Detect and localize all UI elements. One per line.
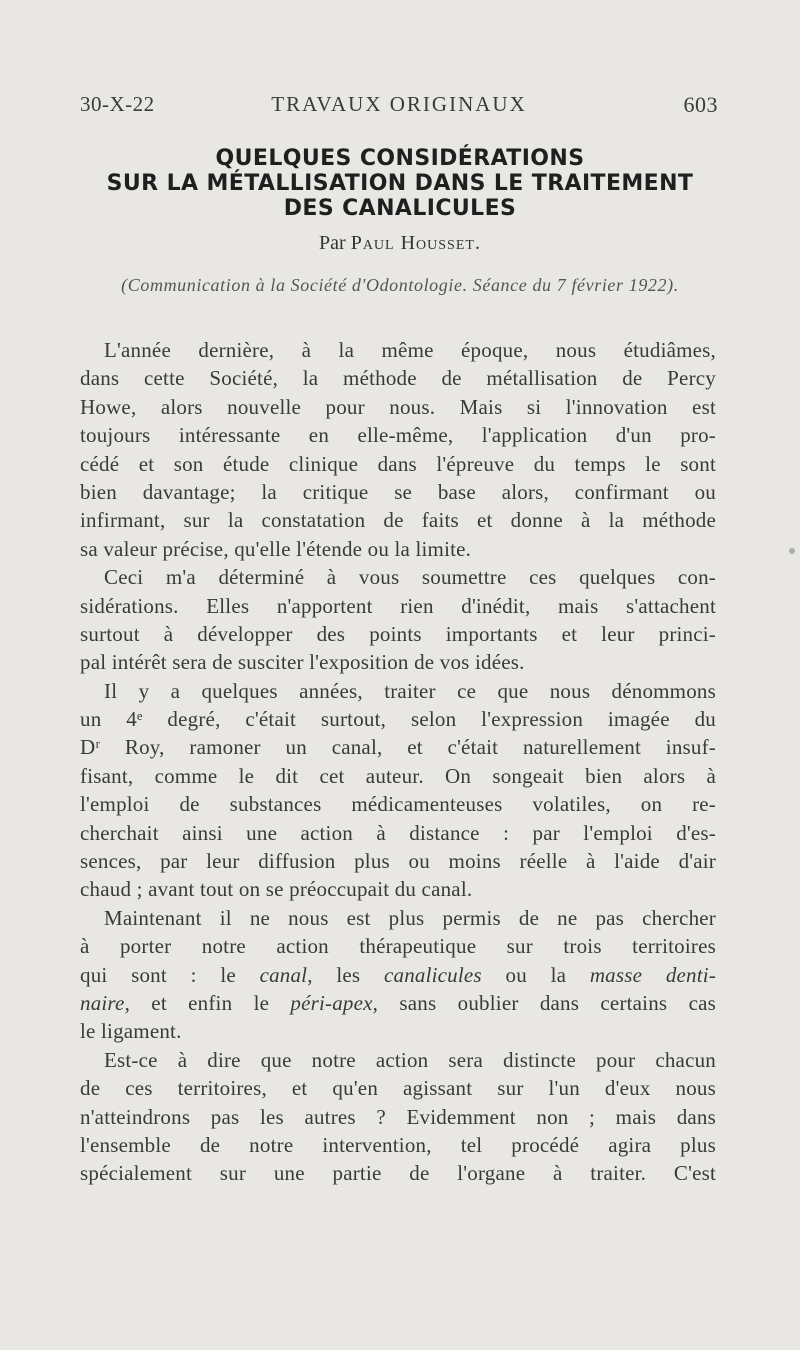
body-line: cédé et son étude clinique dans l'épreuve du temps le sont xyxy=(80,451,716,476)
body-line: Maintenant il ne nous est plus permis de ne pas chercher xyxy=(104,905,716,930)
body-line: sences, par leur diffusion plus ou moins réelle à l'aide d'air xyxy=(80,849,716,874)
body-line: fisant, comme le dit cet auteur. On songeait bien alors à xyxy=(80,763,716,788)
body-line: l'emploi de substances médicamenteuses volatiles, on re- xyxy=(80,792,716,817)
body-line: dans cette Société, la méthode de métallisation de Percy xyxy=(80,366,716,391)
body-line: Dʳ Roy, ramoner un canal, et c'était naturellement insuf- xyxy=(80,735,716,760)
author-name: Paul Housset. xyxy=(350,232,481,254)
article-title xyxy=(60,146,740,221)
body-line: pal intérêt sera de susciter l'exposition de vos idées. xyxy=(80,650,525,675)
header-section-title: TRAVAUX ORIGINAUX xyxy=(271,92,527,116)
body-line: n'atteindrons pas les autres ? Evidemment non ; mais dans xyxy=(80,1104,716,1129)
body-line: de ces territoires, et qu'en agissant sur l'un d'eux nous xyxy=(80,1076,716,1101)
running-head xyxy=(80,92,718,122)
body-line: un 4ᵉ degré, c'était surtout, selon l'expression imagée du xyxy=(80,707,716,732)
body-line: chaud ; avant tout on se préoccupait du canal. xyxy=(80,877,473,902)
body-line: sa valeur précise, qu'elle l'étende ou la limite. xyxy=(80,536,472,561)
byline xyxy=(0,232,800,255)
page-number: 603 xyxy=(683,92,718,117)
body-line: Howe, alors nouvelle pour nous. Mais si l'innovation est xyxy=(80,394,716,419)
body-line: Il y a quelques années, traiter ce que nous dénommons xyxy=(104,678,716,703)
body-line: naire, et enfin le péri-apex, sans oublier dans certains cas xyxy=(80,990,716,1015)
header-date: 30-X-22 xyxy=(80,92,155,116)
margin-mark xyxy=(789,548,795,554)
body-line: l'ensemble de notre intervention, tel procédé agira plus xyxy=(80,1132,716,1157)
title-line-3: DES CANALICULES xyxy=(283,196,517,221)
body-line: à porter notre action thérapeutique sur trois territoires xyxy=(80,934,716,959)
title-line-1: QUELQUES CONSIDÉRATIONS xyxy=(215,146,585,171)
title-line-2: SUR LA MÉTALLISATION DANS LE TRAITEMENT xyxy=(106,171,694,196)
body-line: spécialement sur une partie de l'organe à traiter. C'est xyxy=(80,1161,716,1186)
body-line: qui sont : le canal, les canalicules ou la masse denti- xyxy=(80,962,717,987)
article-body xyxy=(80,336,716,1188)
body-line: bien davantage; la critique se base alors, confirmant ou xyxy=(80,479,716,504)
body-line: L'année dernière, à la même époque, nous étudiâmes, xyxy=(104,338,716,362)
body-line: infirmant, sur la constatation de faits et donne à la méthode xyxy=(80,508,716,533)
body-line: cherchait ainsi une action à distance : par l'emploi d'es- xyxy=(80,820,716,845)
communication-note: (Communication à la Société d'Odontologie. Séance du 7 février 1922). xyxy=(121,275,679,295)
byline-prefix: Par xyxy=(319,232,346,254)
body-line: toujours intéressante en elle-même, l'application d'un pro- xyxy=(80,423,716,448)
body-line: Est-ce à dire que notre action sera distincte pour chacun xyxy=(104,1047,716,1072)
body-line: surtout à développer des points importants et leur princi- xyxy=(80,621,716,646)
body-line: le ligament. xyxy=(80,1019,182,1044)
body-line: sidérations. Elles n'apportent rien d'inédit, mais s'attachent xyxy=(80,593,716,618)
body-line: Ceci m'a déterminé à vous soumettre ces quelques con- xyxy=(104,565,716,590)
